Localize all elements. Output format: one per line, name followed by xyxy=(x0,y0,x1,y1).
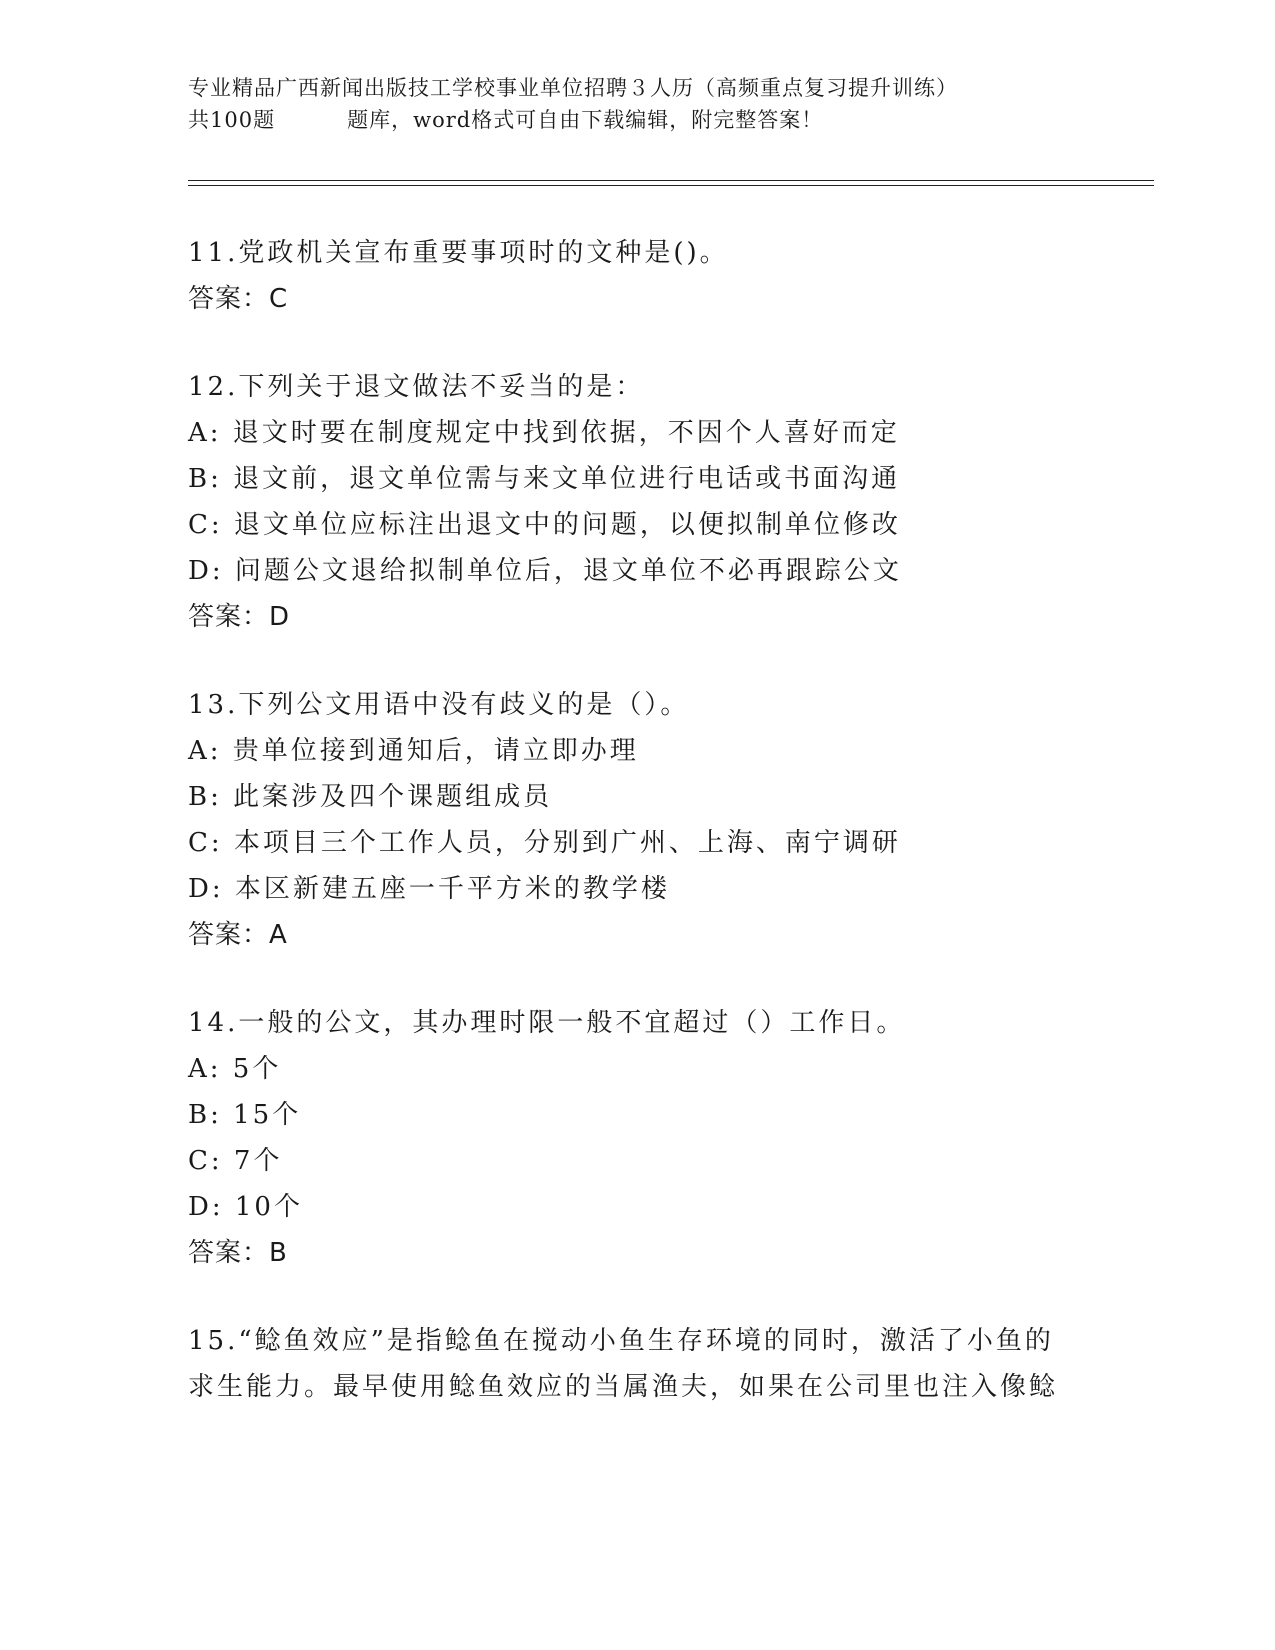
question-list xyxy=(188,230,1088,1452)
header-title-line: 专业精品广西新闻出版技工学校事业单位招聘３人历（高频重点复习提升训练） xyxy=(188,76,958,100)
question-stem: 12.下列关于退文做法不妥当的是： xyxy=(188,372,645,402)
question-14 xyxy=(188,1000,1088,1276)
header-divider-bottom xyxy=(188,185,1154,186)
option-b: B: 退文前，退文单位需与来文单位进行电话或书面沟通 xyxy=(188,464,901,494)
question-stem-line-1: 15.“鲶鱼效应”是指鲶鱼在搅动小鱼生存环境的同时，激活了小鱼的 xyxy=(188,1326,1054,1356)
question-answer: 答案：A xyxy=(188,920,288,950)
option-d: D: 问题公文退给拟制单位后，退文单位不必再跟踪公文 xyxy=(188,556,902,586)
question-11 xyxy=(188,230,1088,322)
option-c: C: 退文单位应标注出退文中的问题，以便拟制单位修改 xyxy=(188,510,901,540)
question-answer: 答案：D xyxy=(188,602,291,632)
option-a: A: 贵单位接到通知后，请立即办理 xyxy=(188,736,639,766)
document-header xyxy=(188,72,1088,136)
option-b: B: 此案涉及四个课题组成员 xyxy=(188,782,553,812)
question-12 xyxy=(188,364,1088,640)
question-stem-line-2: 求生能力。最早使用鲶鱼效应的当属渔夫，如果在公司里也注入像鲶 xyxy=(188,1372,1059,1402)
option-a: A: 5个 xyxy=(188,1054,282,1084)
option-d: D: 本区新建五座一千平方米的教学楼 xyxy=(188,874,670,904)
header-subtitle-line xyxy=(188,104,1088,136)
question-13 xyxy=(188,682,1088,958)
question-stem: 11.党政机关宣布重要事项时的文种是()。 xyxy=(188,238,729,268)
option-a: A: 退文时要在制度规定中找到依据，不因个人喜好而定 xyxy=(188,418,900,448)
question-15 xyxy=(188,1318,1088,1410)
option-c: C: 7个 xyxy=(188,1146,283,1176)
option-d: D: 10个 xyxy=(188,1192,303,1222)
header-divider-top xyxy=(188,180,1154,181)
question-answer: 答案：C xyxy=(188,284,289,314)
option-b: B: 15个 xyxy=(188,1100,302,1130)
question-answer: 答案：B xyxy=(188,1238,288,1268)
question-stem: 14.一般的公文，其办理时限一般不宜超过（）工作日。 xyxy=(188,1008,906,1038)
header-question-count: 共100题 xyxy=(188,108,276,132)
option-c: C: 本项目三个工作人员，分别到广州、上海、南宁调研 xyxy=(188,828,901,858)
question-stem: 13.下列公文用语中没有歧义的是（）。 xyxy=(188,690,690,720)
header-description: 题库，word格式可自由下载编辑，附完整答案！ xyxy=(347,108,824,132)
